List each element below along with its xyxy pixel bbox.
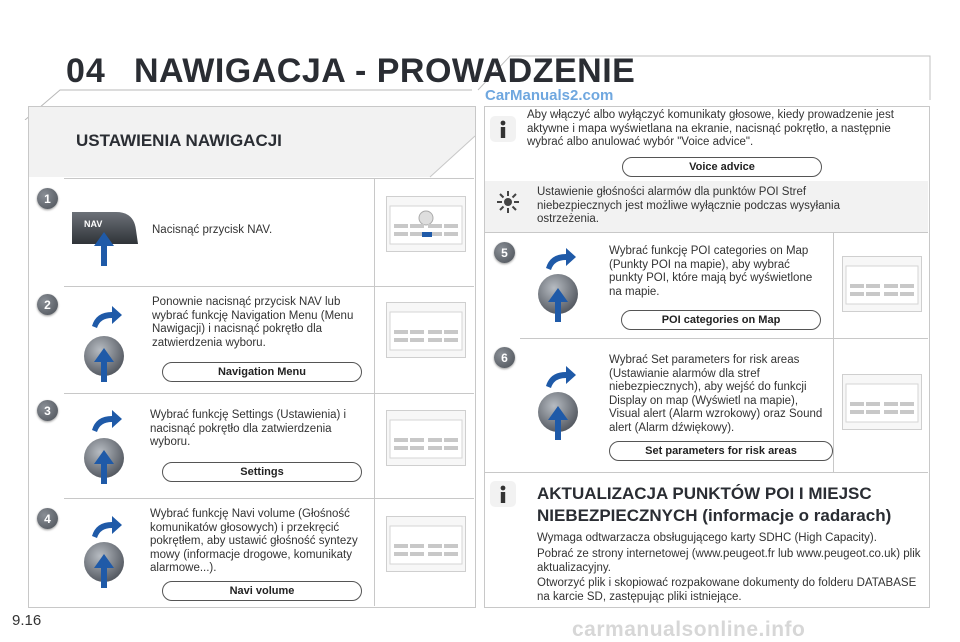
- radio-unit-illustration: [842, 374, 922, 430]
- row-divider: [64, 393, 474, 394]
- step-number-4: 4: [37, 508, 58, 529]
- update-heading-line-2: NIEBEZPIECZNYCH (informacje o radarach): [537, 506, 892, 525]
- radio-unit-illustration: [386, 196, 466, 252]
- left-section-heading: USTAWIENIA NAWIGACJI: [76, 131, 282, 150]
- page-title: NAWIGACJA - PROWADZENIE: [134, 52, 636, 90]
- row-divider: [485, 472, 928, 473]
- column-divider: [833, 232, 834, 472]
- watermark-top: CarManuals2.com: [485, 87, 614, 104]
- arrow-up-icon: [548, 288, 568, 322]
- step-3-text: Wybrać funkcję Settings (Ustawienia) i nacisnąć pokrętło dla zatwierdzenia wyboru.: [150, 409, 347, 448]
- radio-unit-illustration: [386, 302, 466, 358]
- arrow-up-icon: [94, 554, 114, 588]
- step-number-2: 2: [37, 294, 58, 315]
- arrow-up-icon: [94, 348, 114, 382]
- row-divider: [485, 232, 928, 233]
- page-number: 9.16: [12, 612, 42, 629]
- row-divider: [64, 498, 474, 499]
- row-divider: [64, 178, 474, 179]
- rotate-arrow-icon: [90, 306, 122, 328]
- row-divider: [64, 286, 474, 287]
- step-1-text: Nacisnąć przycisk NAV.: [152, 224, 273, 236]
- step-6-text: Wybrać Set parameters for risk areas (Ustawianie alarmów dla stref niebezpiecznych), aby wejść do funkcji Display on map (Wyświetl na mapie), Visual alert (Alarm wzrokowy) oraz Sound alert (Alarm dźwiękowy).: [609, 354, 823, 434]
- menu-navigation-menu: Navigation Menu: [162, 362, 362, 382]
- menu-settings: Settings: [162, 462, 362, 482]
- arrow-up-icon: [548, 406, 568, 440]
- radio-unit-illustration: [386, 516, 466, 572]
- rotate-arrow-icon: [544, 248, 576, 270]
- tip-sun-icon: [496, 190, 520, 214]
- info-icon: [490, 481, 516, 507]
- radio-unit-illustration: [386, 410, 466, 466]
- watermark-bottom: carmanualsonline.info: [572, 618, 806, 641]
- step-5-text: Wybrać funkcję POI categories on Map (Punkty POI na mapie), aby wybrać punkty POI, które mają być wyświetlone na mapie.: [609, 245, 813, 298]
- arrow-up-icon: [94, 450, 114, 484]
- step-number-1: 1: [37, 188, 58, 209]
- update-paragraph-3: Otworzyć plik i skopiować rozpakowane dokumenty do folderu DATABASE na karcie SD, zastępując pliki istniejące.: [537, 577, 917, 603]
- chapter-number: 04: [66, 52, 106, 90]
- menu-voice-advice: Voice advice: [622, 157, 822, 177]
- nav-button-label: NAV: [84, 219, 103, 229]
- update-paragraph-1: Wymaga odtwarzacza obsługującego karty SDHC (High Capacity).: [537, 532, 877, 544]
- radio-unit-illustration: [842, 256, 922, 312]
- step-4-text: Wybrać funkcję Navi volume (Głośność komunikatów głosowych) i przekręcić pokrętłem, aby ustawić głośność syntezy mowy (informacje drogowe, komunikaty alarmowe...).: [150, 508, 358, 574]
- update-heading-line-1: AKTUALIZACJA PUNKTÓW POI I MIEJSC: [537, 484, 872, 503]
- column-divider: [374, 178, 375, 606]
- rotate-arrow-icon: [90, 410, 122, 432]
- menu-set-parameters: Set parameters for risk areas: [609, 441, 833, 461]
- tip-text: Ustawienie głośności alarmów dla punktów POI Stref niebezpiecznych jest możliwe wyłącznie podczas wysyłania ostrzeżenia.: [537, 186, 840, 225]
- row-divider: [520, 338, 928, 339]
- step-number-3: 3: [37, 400, 58, 421]
- info-icon: [490, 116, 516, 142]
- step-number-5: 5: [494, 242, 515, 263]
- arrow-up-icon: [94, 232, 114, 266]
- voice-advice-info-text: Aby włączyć albo wyłączyć komunikaty głosowe, kiedy prowadzenie jest aktywne i mapa wyświetlana na ekranie, nacisnąć pokrętło, a następnie wybrać albo anulować wybór "Voice advice".: [527, 109, 894, 148]
- step-2-text: Ponownie nacisnąć przycisk NAV lub wybrać funkcję Navigation Menu (Menu Nawigacji) i nacisnąć pokrętło dla zatwierdzenia wyboru.: [152, 296, 354, 349]
- menu-navi-volume: Navi volume: [162, 581, 362, 601]
- rotate-arrow-icon: [544, 366, 576, 388]
- menu-poi-categories: POI categories on Map: [621, 310, 821, 330]
- rotate-arrow-icon: [90, 516, 122, 538]
- step-number-6: 6: [494, 347, 515, 368]
- update-paragraph-2: Pobrać ze strony internetowej (www.peugeot.fr lub www.peugeot.co.uk) plik aktualizacyjny.: [537, 548, 921, 574]
